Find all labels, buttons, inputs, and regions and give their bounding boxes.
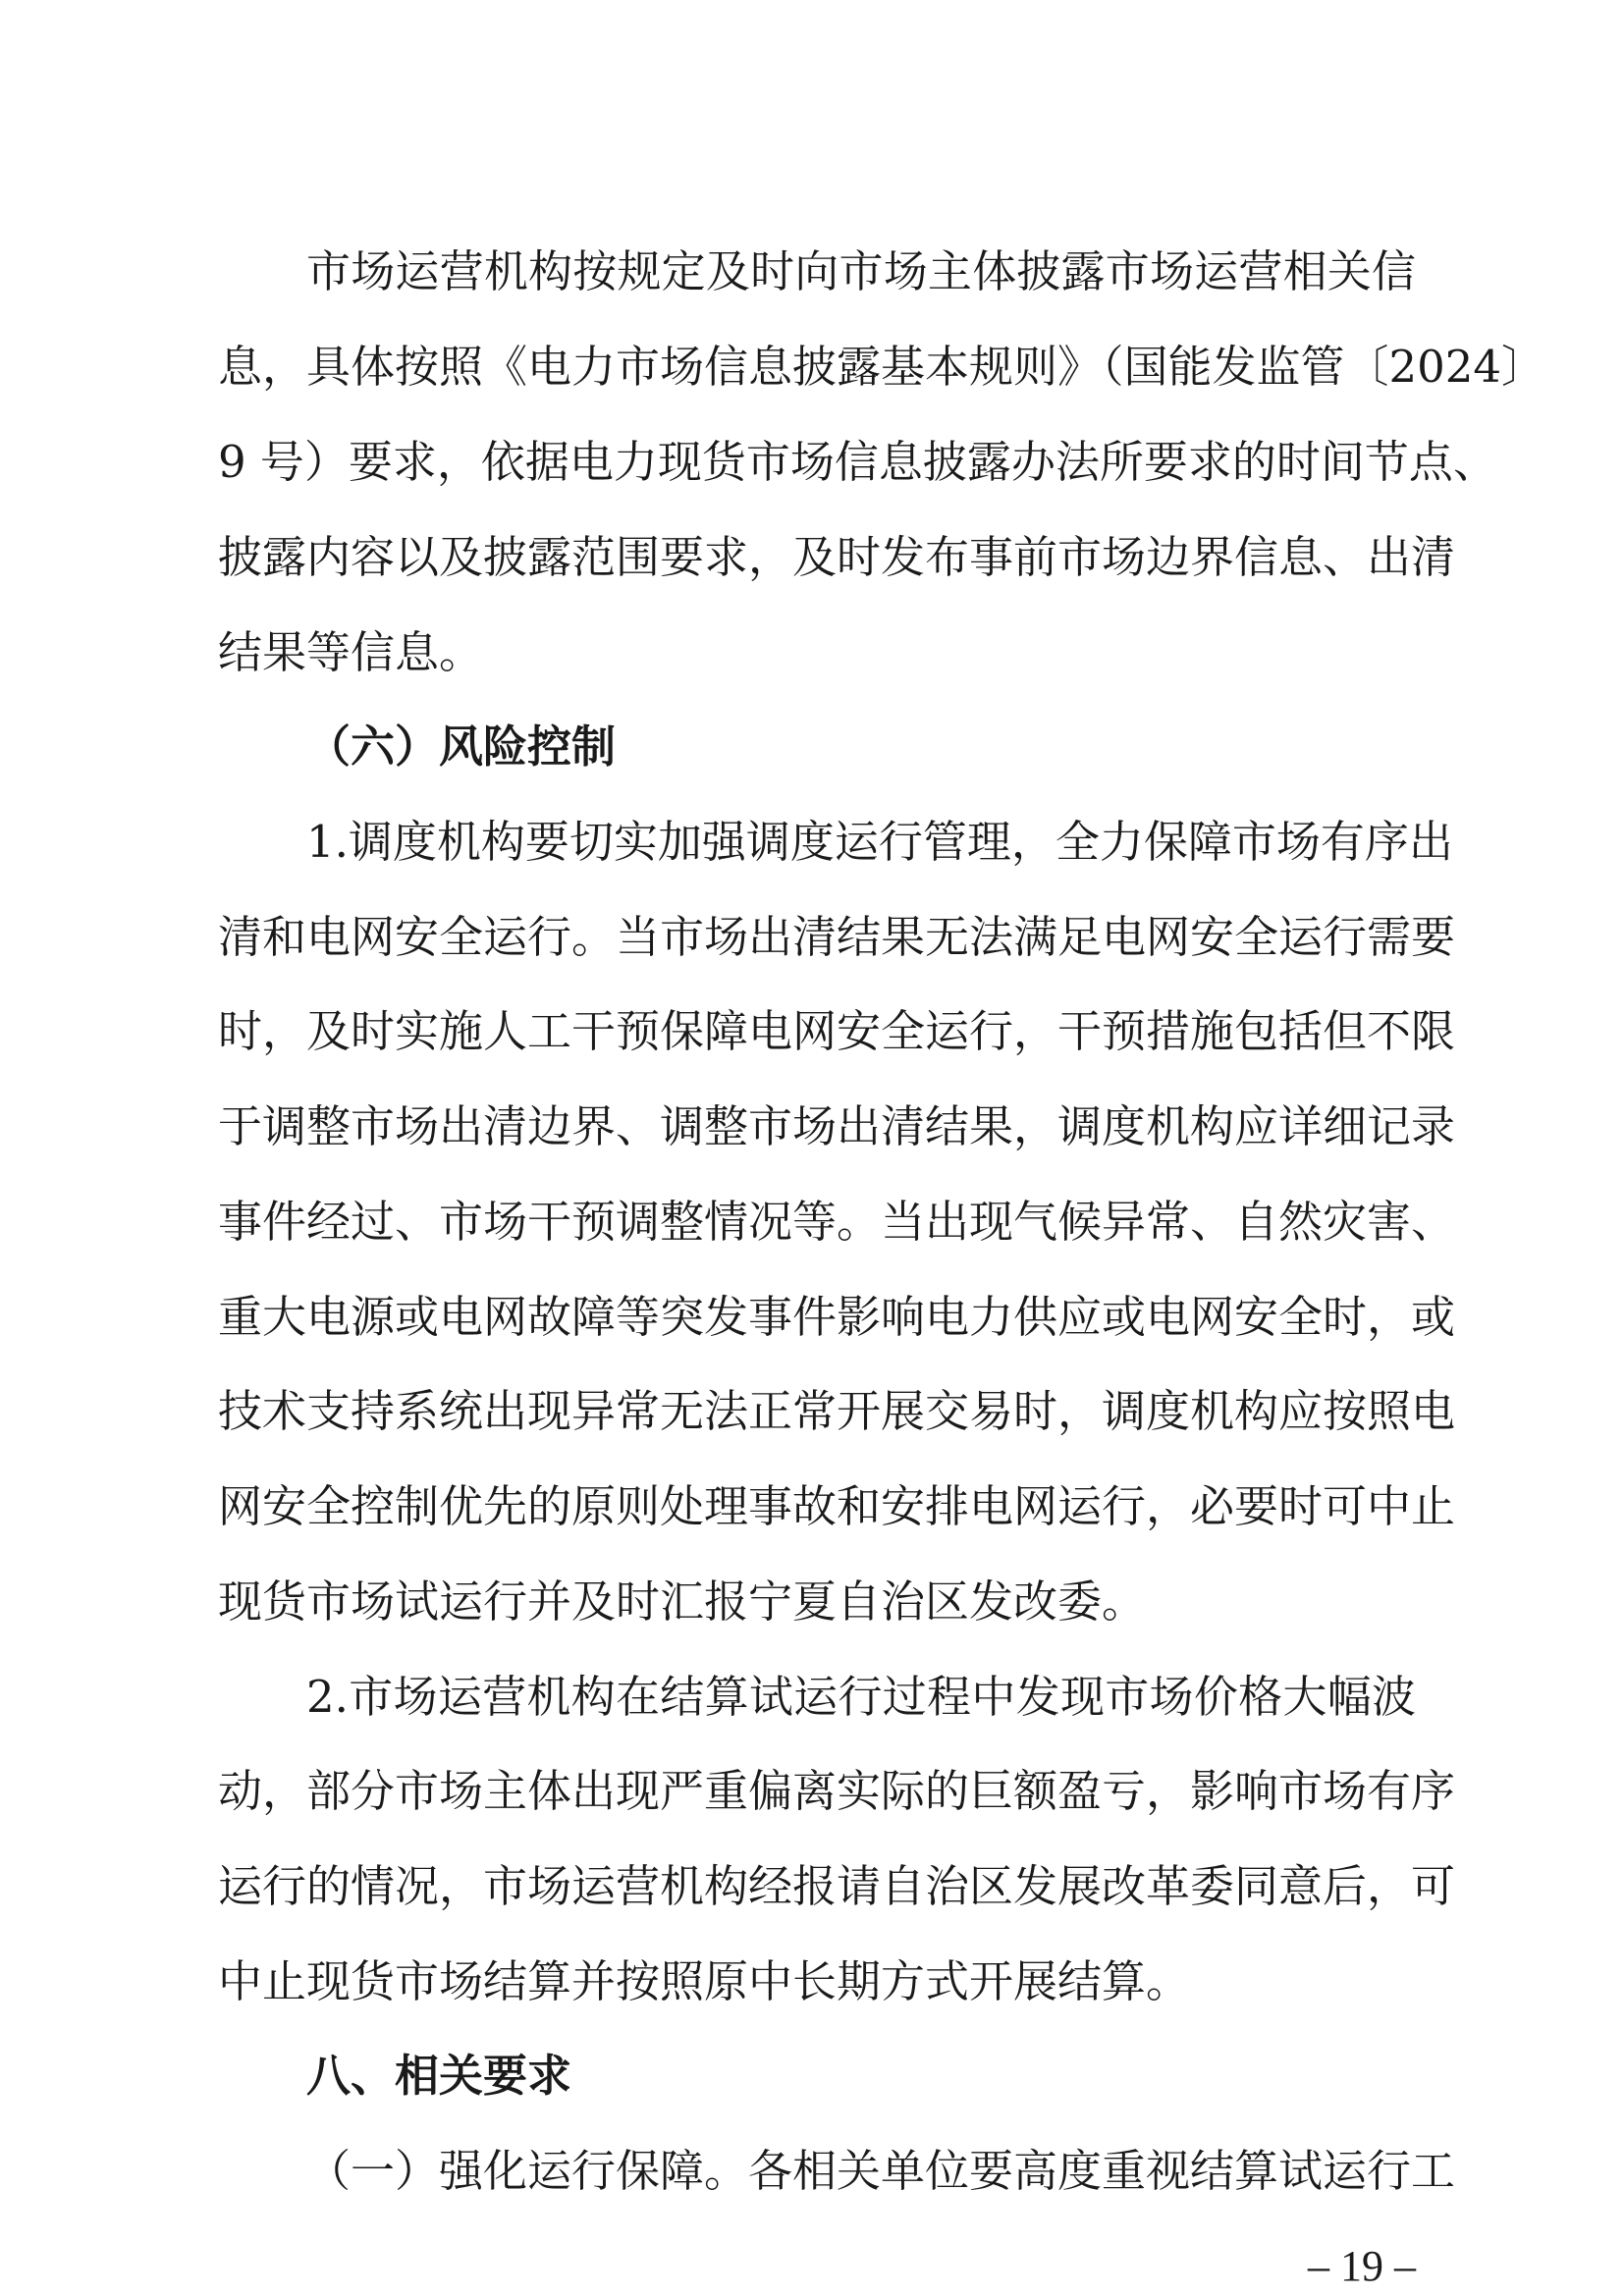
paragraph-line: 动，部分市场主体出现严重偏离实际的巨额盈亏，影响市场有序 [218, 1765, 1456, 1817]
paragraph-line: 事件经过、市场干预调整情况等。当出现气候异常、自然灾害、 [218, 1196, 1456, 1248]
paragraph-line: 现货市场试运行并及时汇报宁夏自治区发改委。 [218, 1575, 1147, 1628]
paragraph-line: 结果等信息。 [218, 626, 484, 678]
section-heading: （六）风险控制 [306, 721, 617, 773]
paragraph-line: 市场运营机构按规定及时向市场主体披露市场运营相关信 [306, 245, 1416, 297]
paragraph-line: 清和电网安全运行。当市场出清结果无法满足电网安全运行需要 [218, 911, 1456, 963]
paragraph-line: 9 号）要求，依据电力现货市场信息披露办法所要求的时间节点、 [218, 436, 1497, 488]
paragraph-line: 1.调度机构要切实加强调度运行管理，全力保障市场有序出 [306, 816, 1453, 868]
paragraph-line: 2.市场运营机构在结算试运行过程中发现市场价格大幅波 [306, 1671, 1416, 1723]
paragraph-line: 运行的情况，市场运营机构经报请自治区发展改革委同意后，可 [218, 1860, 1456, 1912]
paragraph-line: 中止现货市场结算并按照原中长期方式开展结算。 [218, 1955, 1191, 2007]
paragraph-line: 技术支持系统出现异常无法正常开展交易时，调度机构应按照电 [218, 1385, 1456, 1437]
paragraph-line: 息，具体按照《电力市场信息披露基本规则》（国能发监管〔2024〕 [218, 341, 1546, 393]
paragraph-line: 重大电源或电网故障等突发事件影响电力供应或电网安全时，或 [218, 1291, 1456, 1343]
paragraph-line: 披露内容以及披露范围要求，及时发布事前市场边界信息、出清 [218, 531, 1456, 583]
section-heading: 八、相关要求 [306, 2050, 572, 2102]
paragraph-line: 时，及时实施人工干预保障电网安全运行，干预措施包括但不限 [218, 1005, 1456, 1057]
paragraph-line: 于调整市场出清边界、调整市场出清结果，调度机构应详细记录 [218, 1100, 1456, 1152]
paragraph-line: （一）强化运行保障。各相关单位要高度重视结算试运行工 [306, 2145, 1456, 2197]
paragraph-line: 网安全控制优先的原则处理事故和安排电网运行，必要时可中止 [218, 1480, 1456, 1532]
page-number: – 19 – [1308, 2242, 1416, 2290]
